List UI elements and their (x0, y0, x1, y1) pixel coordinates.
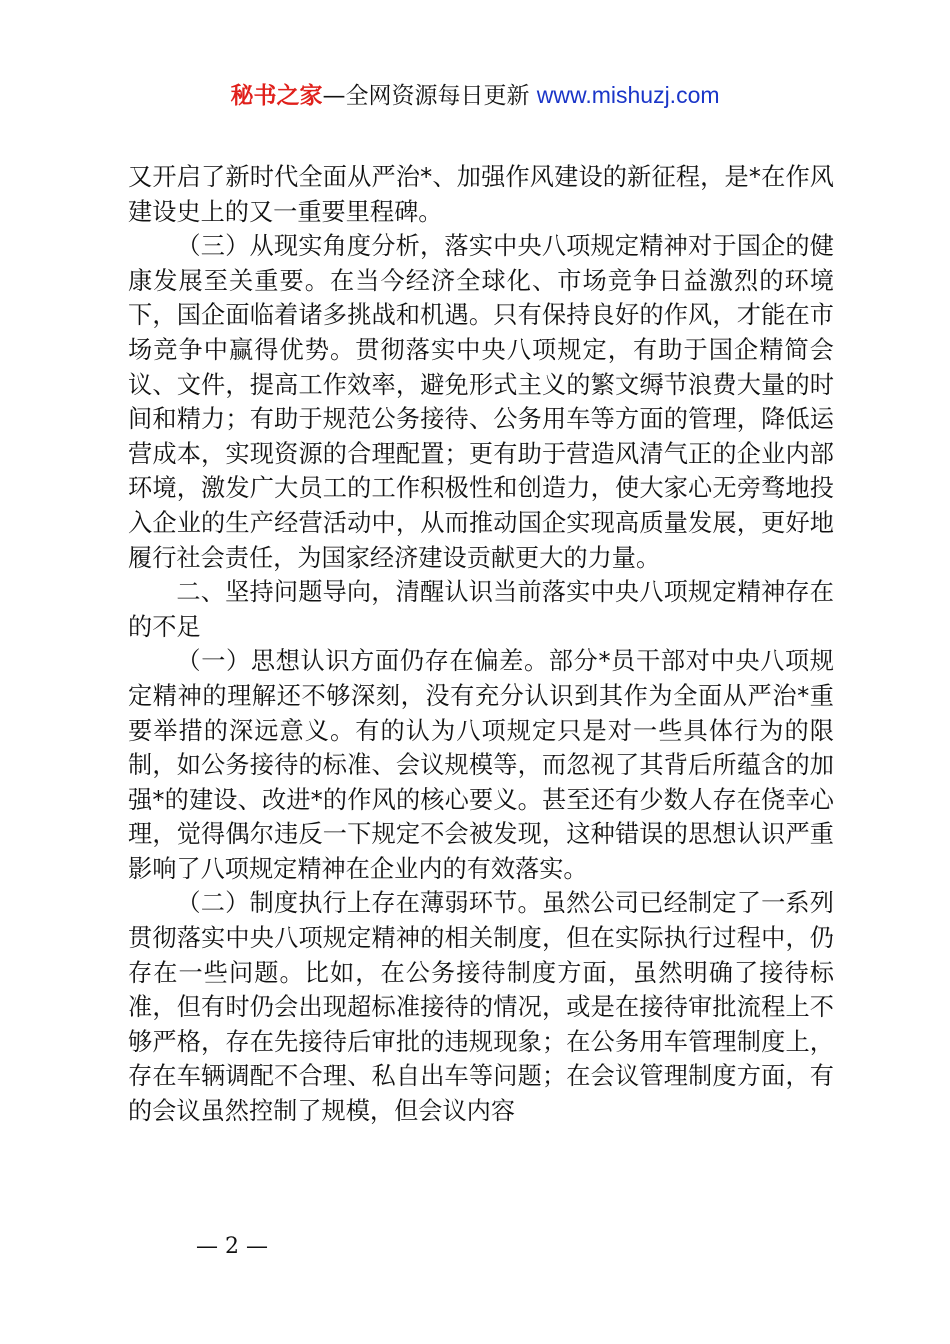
document-body (128, 160, 834, 1129)
header-tagline: —全网资源每日更新 (322, 83, 530, 109)
paragraph-continuation: 又开启了新时代全面从严治*、加强作风建设的新征程，是*在作风建设史上的又一重要里程碑。 (128, 163, 834, 226)
section-heading-2: 二、坚持问题导向，清醒认识当前落实中央八项规定精神存在的不足 (128, 578, 834, 641)
paragraph-subsection-1: （一）思想认识方面仍存在偏差。部分*员干部对中央八项规定精神的理解还不够深刻，没有充分认识到其作为全面从严治*重要举措的深远意义。有的认为八项规定只是对一些具体行为的限制，如公务接待的标准、会议规模等，而忽视了其背后所蕴含的加强*的建设、改进*的作风的核心要义。甚至还有少数人存在侥幸心理，觉得偶尔违反一下规定不会被发现，这种错误的思想认识严重影响了八项规定精神在企业内的有效落实。 (128, 647, 834, 883)
page-number: — 2 — (196, 1234, 268, 1259)
brand-name: 秘书之家 (230, 83, 323, 109)
paragraph-section-3: （三）从现实角度分析，落实中央八项规定精神对于国企的健康发展至关重要。在当今经济全球化、市场竞争日益激烈的环境下，国企面临着诸多挑战和机遇。只有保持良好的作风，才能在市场竞争中赢得优势。贯彻落实中央八项规定，有助于国企精简会议、文件，提高工作效率，避免形式主义的繁文缛节浪费大量的时间和精力；有助于规范公务接待、公务用车等方面的管理，降低运营成本，实现资源的合理配置；更有助于营造风清气正的企业内部环境，激发广大员工的工作积极性和创造力，使大家心无旁骛地投入企业的生产经营活动中，从而推动国企实现高质量发展，更好地履行社会责任，为国家经济建设贡献更大的力量。 (128, 232, 834, 572)
site-header (0, 78, 950, 113)
site-url-link[interactable]: www.mishuzj.com (536, 82, 720, 108)
paragraph-subsection-2: （二）制度执行上存在薄弱环节。虽然公司已经制定了一系列贯彻落实中央八项规定精神的相关制度，但在实际执行过程中，仍存在一些问题。比如，在公务接待制度方面，虽然明确了接待标准，但有时仍会出现超标准接待的情况，或是在接待审批流程上不够严格，存在先接待后审批的违规现象；在公务用车管理制度上，存在车辆调配不合理、私自出车等问题；在会议管理制度方面，有的会议虽然控制了规模，但会议内容 (128, 889, 834, 1126)
